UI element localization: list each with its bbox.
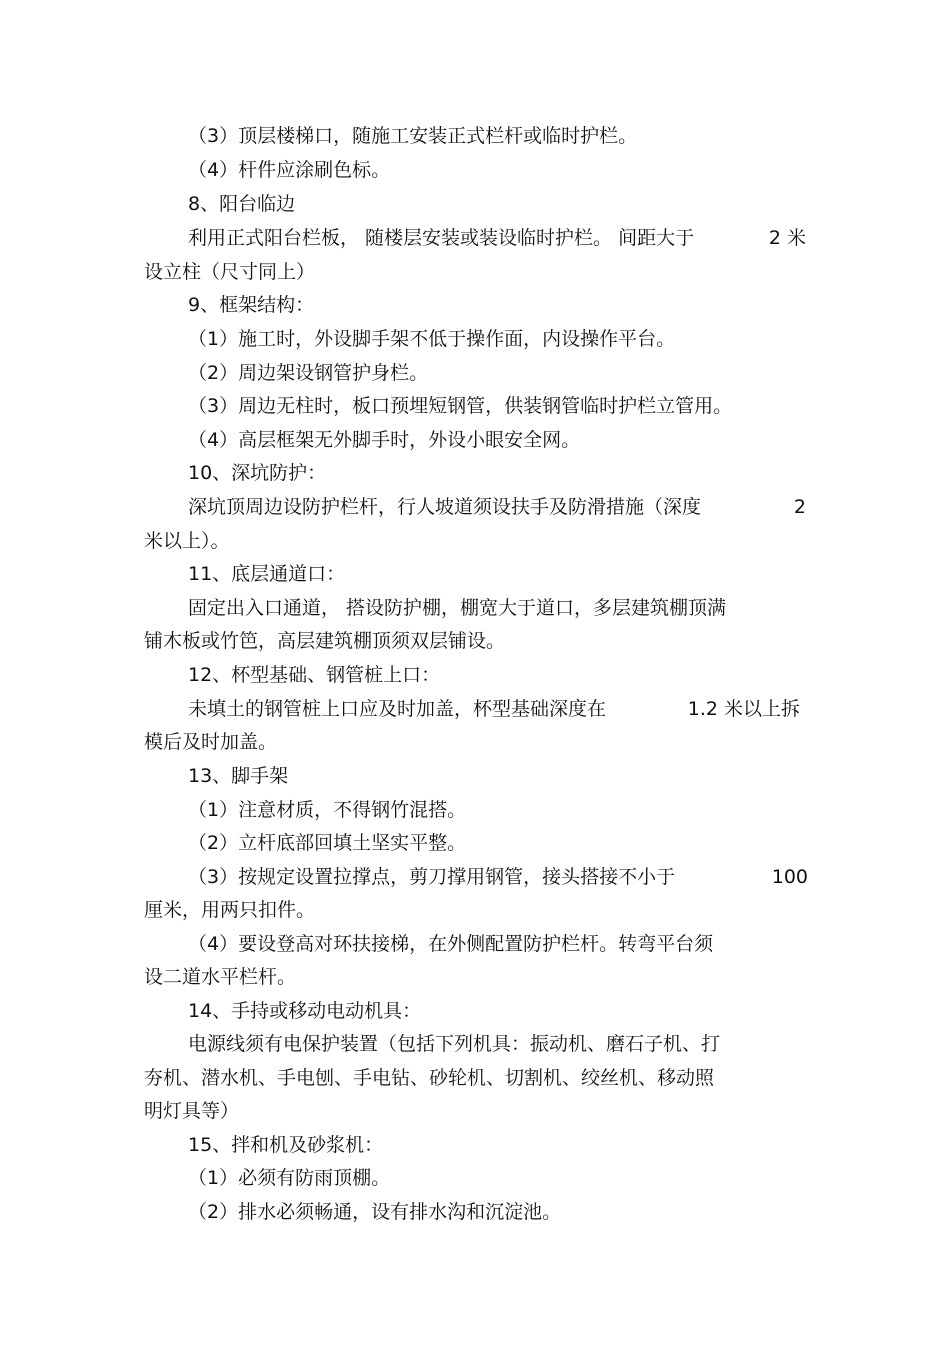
text-line [188,495,806,519]
text-segment: （3）按规定设置拉撑点，剪刀撑用钢管，接头搭接不小于 [188,866,676,888]
section-heading: 8、阳台临边 [188,193,296,215]
text-line [188,697,800,721]
section-heading: 12、杯型基础、钢管桩上口： [188,664,441,686]
text-line: （2）立杆底部回填土坚实平整。 [188,832,467,854]
text-segment: 100 [771,866,808,888]
section-heading: 13、脚手架 [188,765,289,787]
text-line: 明灯具等） [144,1100,240,1122]
text-line: （1）施工时，外设脚手架不低于操作面，内设操作平台。 [188,328,676,350]
text-line: （2）周边架设钢管护身栏。 [188,362,429,384]
text-line: 米以上）。 [144,530,230,552]
text-line: 模后及时加盖。 [144,731,278,753]
text-line [188,865,808,889]
text-line: （1）注意材质，不得钢竹混搭。 [188,799,467,821]
text-segment: 深坑顶周边设防护栏杆，行人坡道须设扶手及防滑措施（深度 [188,496,702,518]
text-segment: 1.2 米以上拆 [687,698,800,720]
text-line: 固定出入口通道， 搭设防护棚，棚宽大于道口，多层建筑棚顶满 [188,597,727,619]
text-segment: 利用正式阳台栏板， 随楼层安装或装设临时护栏。 间距大于 [188,227,695,249]
section-heading: 9、框架结构： [188,294,315,316]
text-line: 设二道水平栏杆。 [144,966,297,988]
text-line: （3）顶层楼梯口，随施工安装正式栏杆或临时护栏。 [188,125,638,147]
text-line: 厘米，用两只扣件。 [144,899,316,921]
section-heading: 11、底层通道口： [188,563,346,585]
text-segment: 未填土的钢管桩上口应及时加盖，杯型基础深度在 [188,698,607,720]
section-heading: 14、手持或移动电动机具： [188,1000,422,1022]
text-line: 设立柱（尺寸同上） [144,261,316,283]
text-line: 电源线须有电保护装置（包括下列机具：振动机、磨石子机、打 [188,1033,721,1055]
text-line: （2）排水必须畅通，设有排水沟和沉淀池。 [188,1201,562,1223]
text-line: （4）杆件应涂刷色标。 [188,159,391,181]
section-heading: 15、拌和机及砂浆机： [188,1134,384,1156]
section-heading: 10、深坑防护： [188,462,327,484]
text-line: 铺木板或竹笆，高层建筑棚顶须双层铺设。 [144,630,506,652]
text-line: （4）要设登高对环扶接梯，在外侧配置防护栏杆。转弯平台须 [188,933,714,955]
text-line: （3）周边无柱时，板口预埋短钢管，供装钢管临时护栏立管用。 [188,395,733,417]
text-line: 夯机、潜水机、手电刨、手电钻、砂轮机、切割机、绞丝机、移动照 [144,1067,715,1089]
text-segment: 2 米 [768,227,806,249]
text-line: （1）必须有防雨顶棚。 [188,1167,391,1189]
text-line [188,226,806,250]
text-line: （4）高层框架无外脚手时，外设小眼安全网。 [188,429,581,451]
text-segment: 2 [793,496,806,518]
